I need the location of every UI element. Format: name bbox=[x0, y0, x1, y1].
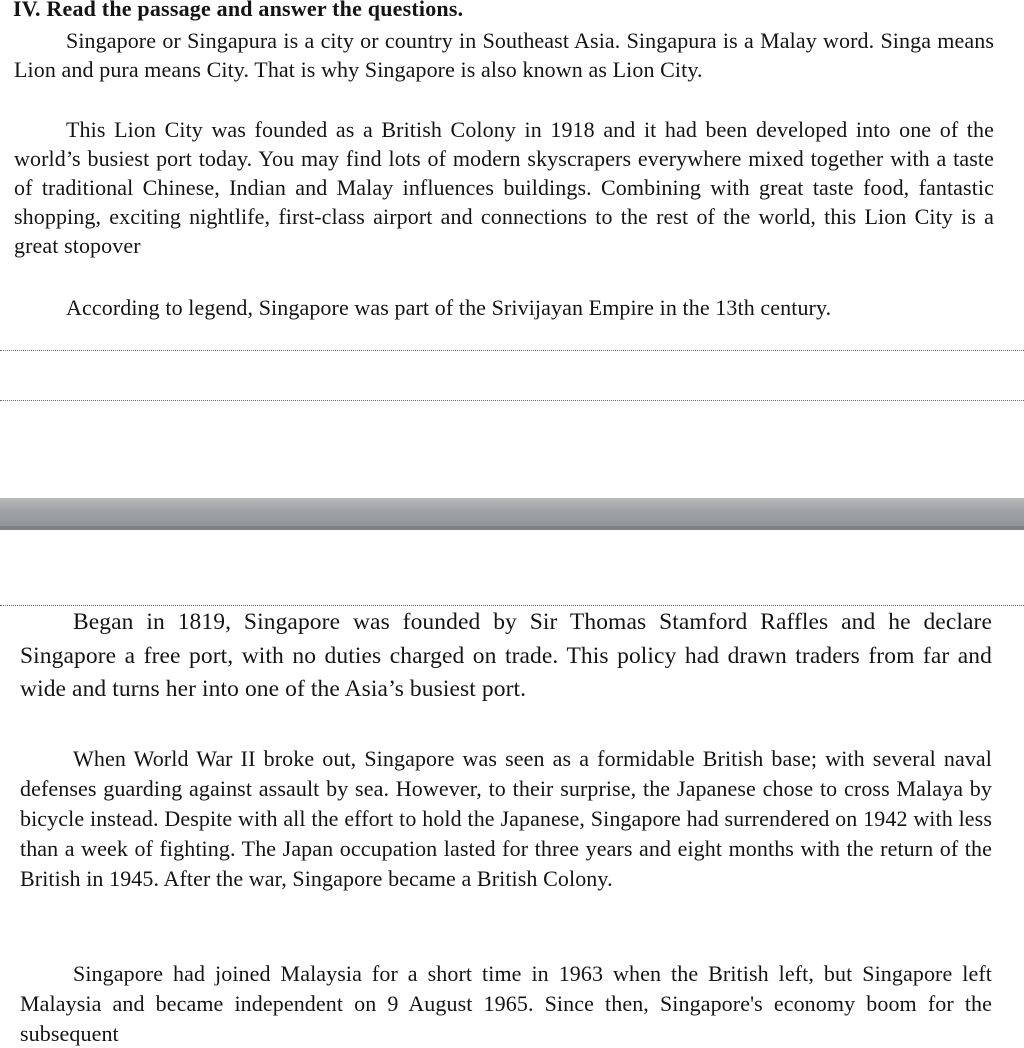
page-margin-divider bbox=[0, 400, 1024, 401]
page-margin-divider bbox=[0, 350, 1024, 351]
passage-paragraph-3: According to legend, Singapore was part of the Srivijayan Empire in the 13th century. bbox=[66, 295, 832, 320]
passage-paragraph-4: Began in 1819, Singapore was founded by Sir Thomas Stamford Raffles and he declare Singapore a free port, with no duties charged on trade. This policy had drawn traders from far and wide and turns her into one of the Asia’s busiest port. bbox=[20, 609, 992, 702]
document-page-top bbox=[0, 0, 1024, 498]
passage-paragraph-2: This Lion City was founded as a British Colony in 1918 and it had been developed into one of the world’s busiest port today. You may find lots of modern skyscrapers everywhere mixed together with a taste of traditional Chinese, Indian and Malay influences buildings. Combining with great taste food, fantastic shopping, exciting nightlife, first-class airport and connections to the rest of the world, this Lion City is a great stopover bbox=[14, 117, 994, 258]
exercise-heading: IV. Read the passage and answer the questions. bbox=[13, 0, 464, 21]
document-page-bottom bbox=[0, 530, 1024, 1048]
passage-paragraph-1: Singapore or Singapura is a city or country in Southeast Asia. Singapura is a Malay word. Singa means Lion and pura means City. That is why Singapore is also known as Lion City. bbox=[14, 28, 994, 82]
passage-paragraph-5: When World War II broke out, Singapore was seen as a formidable British base; with several naval defenses guarding against assault by sea. However, to their surprise, the Japanese chose to cross Malaya by bicycle instead. Despite with all the effort to hold the Japanese, Singapore had surrendered on 1942 with less than a week of fighting. The Japan occupation lasted for three years and eight months with the return of the British in 1945. After the war, Singapore became a British Colony. bbox=[20, 746, 992, 891]
passage-paragraph-6: Singapore had joined Malaysia for a short time in 1963 when the British left, but Singapore left Malaysia and became independent on 9 August 1965. Since then, Singapore's economy boom for the subsequent bbox=[20, 961, 992, 1046]
page-break-separator bbox=[0, 498, 1024, 530]
